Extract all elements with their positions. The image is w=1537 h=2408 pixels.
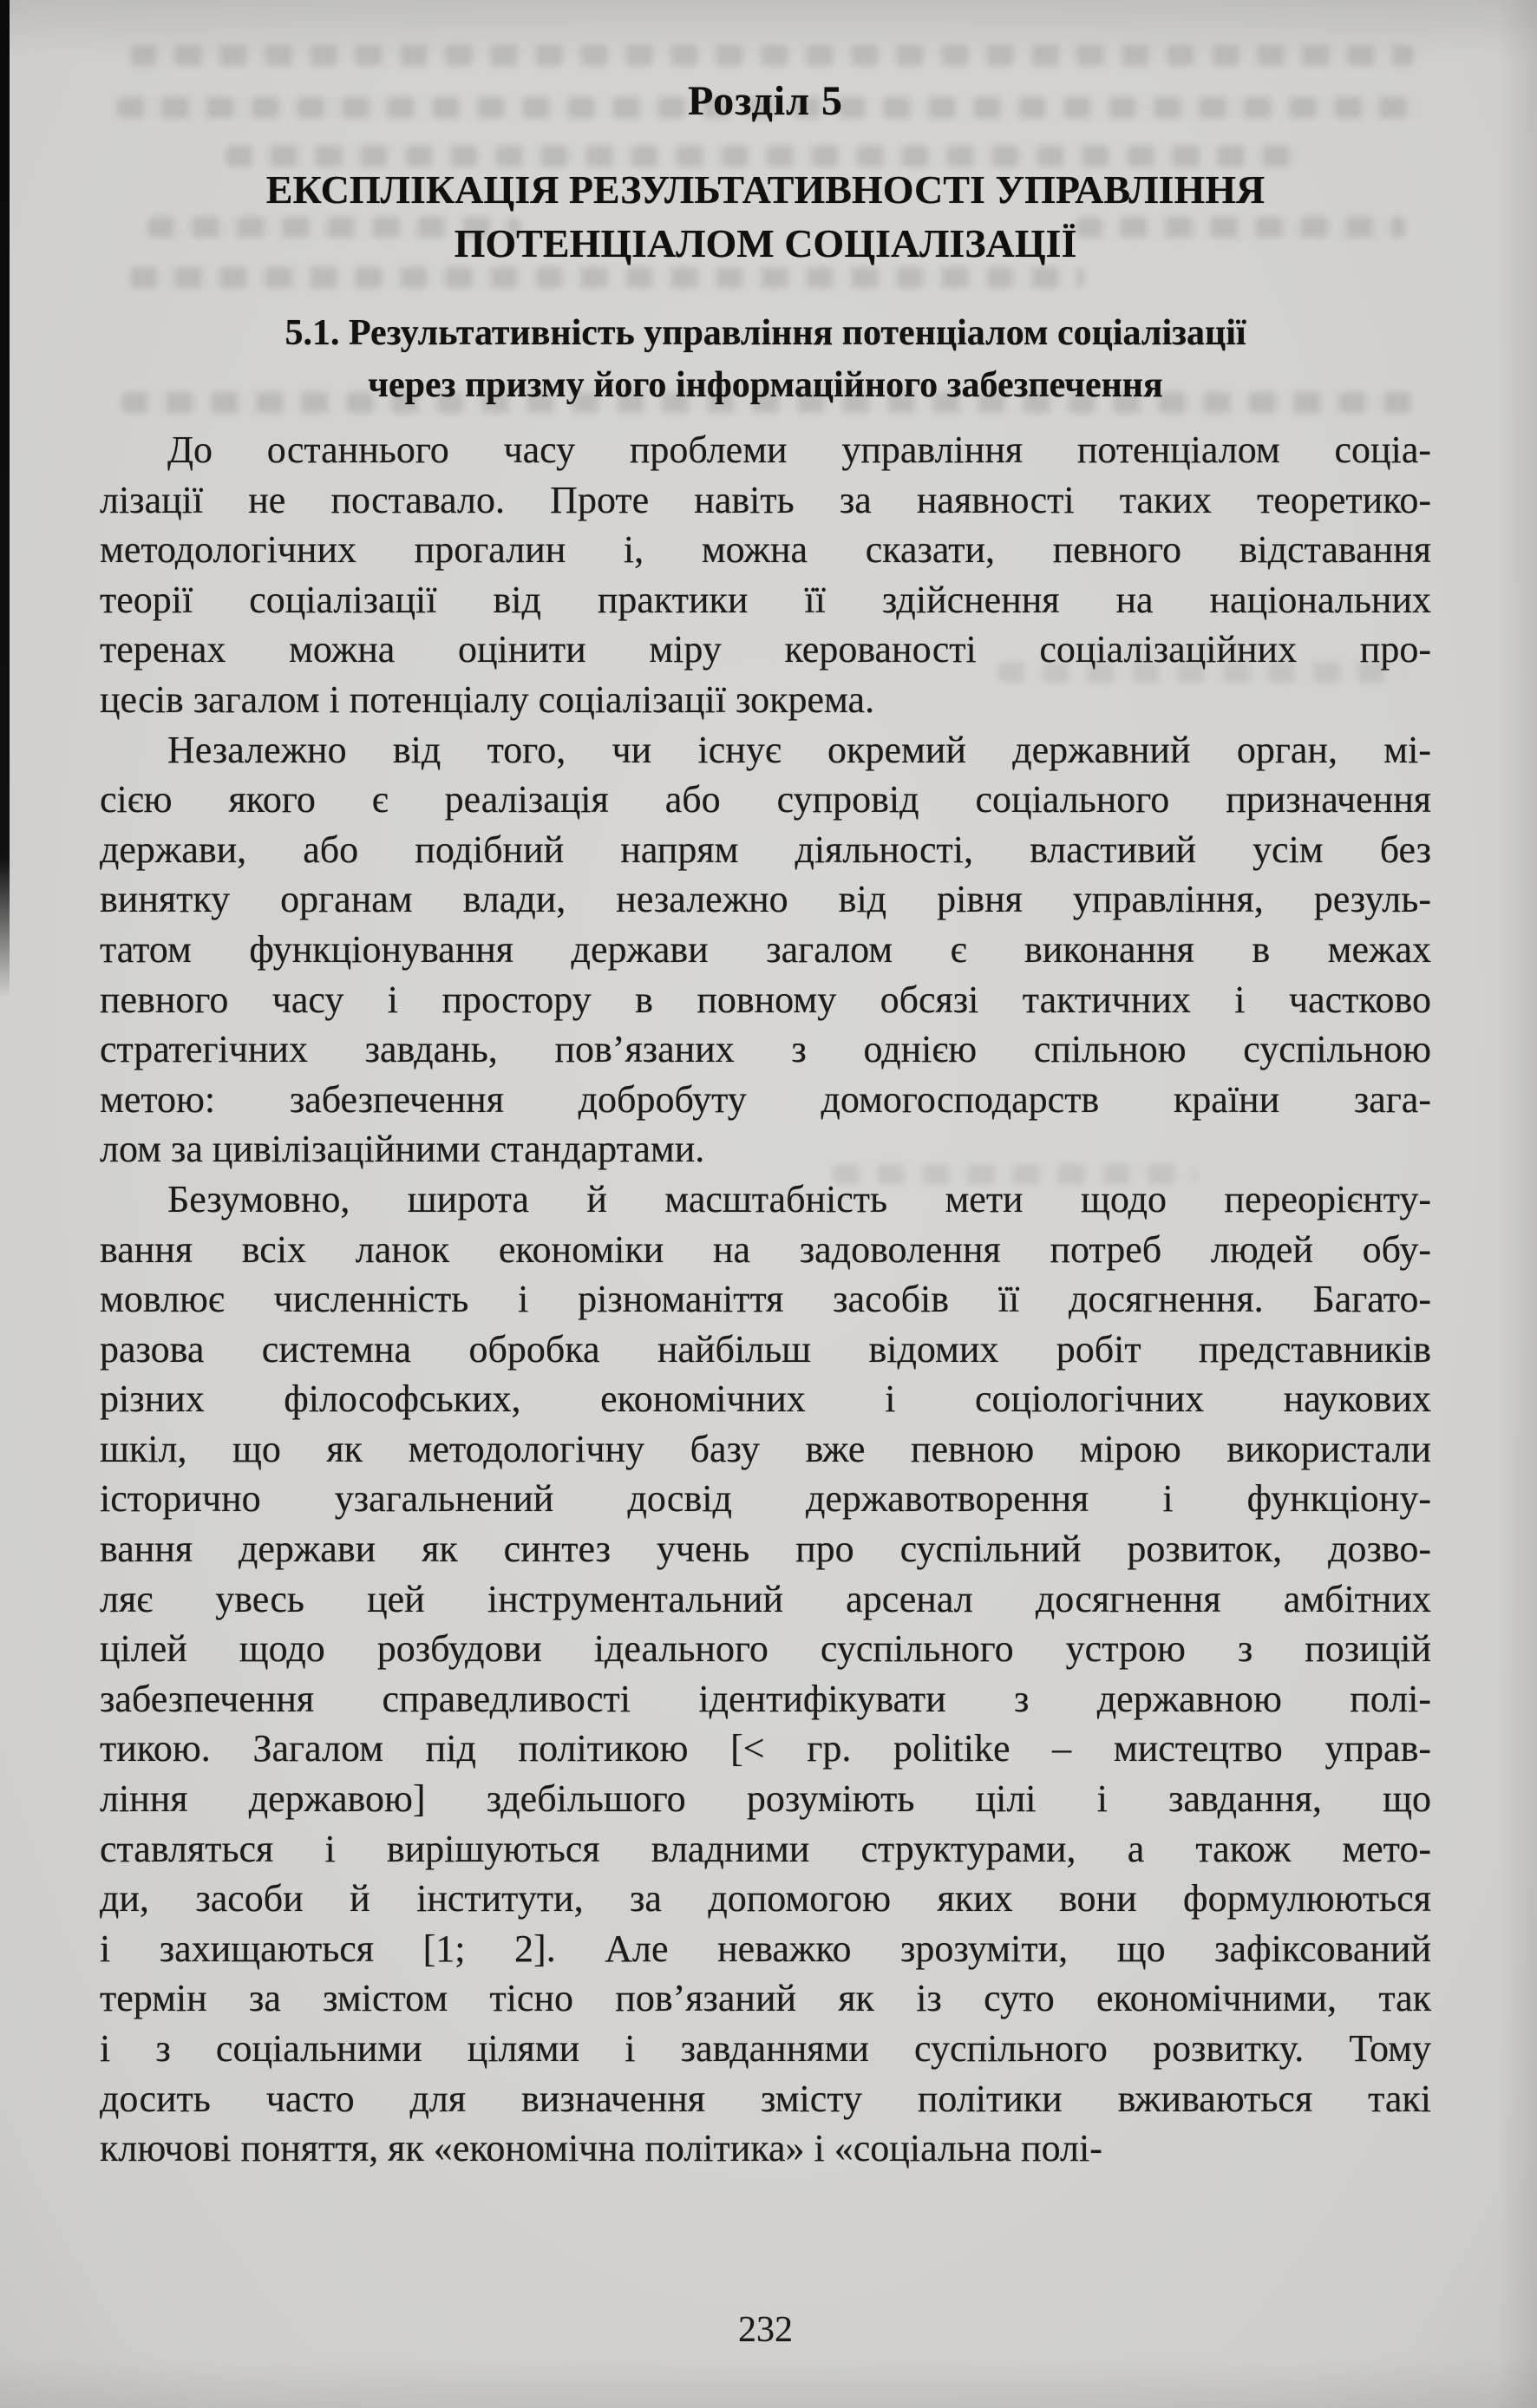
body-line: теренах можна оцінити міру керованості соціалізаційних про- — [100, 628, 1431, 671]
body-line: різних філософських, економічних і соціологічних наукових — [100, 1377, 1431, 1421]
body-line: сією якого є реалізація або супровід соціального призначення — [100, 778, 1431, 821]
body-line: цесів загалом і потенціалу соціалізації зокрема. — [100, 677, 875, 721]
body-line: досить часто для визначення змісту політики вживаються такі — [100, 2077, 1431, 2120]
chapter-title-line: ПОТЕНЦІАЛОМ СОЦІАЛІЗАЦІЇ — [454, 221, 1077, 265]
body-line: лом за цивілізаційними стандартами. — [100, 1128, 705, 1171]
body-line: тикою. Загалом під політикою [< гр. politike – мистецтво управ- — [100, 1727, 1431, 1770]
body-paragraph — [100, 425, 1431, 725]
body-line: держави, або подібний напрям діяльності, властивий усім без — [100, 828, 1431, 871]
body-line: ди, засоби й інститути, за допомогою яких вони формулюються — [100, 1877, 1431, 1921]
page-content — [100, 0, 1431, 2174]
body-line: забезпечення справедливості ідентифікувати з державною полі- — [100, 1677, 1431, 1720]
body-line: винятку органам влади, незалежно від рівня управління, резуль- — [100, 878, 1431, 921]
body-line: метою: забезпечення добробуту домогосподарств країни зага- — [100, 1077, 1431, 1121]
body-line: мовлює численність і різноманіття засобів її досягнення. Багато- — [100, 1278, 1431, 1321]
chapter-title — [100, 163, 1431, 271]
body-line: шкіл, що як методологічну базу вже певною мірою використали — [100, 1427, 1431, 1470]
scan-left-edge-artifact — [0, 0, 10, 998]
body-line: теорії соціалізації від практики її здійснення на національних — [100, 578, 1431, 621]
section-heading — [100, 307, 1431, 411]
body-paragraph — [100, 725, 1431, 1175]
body-text — [100, 425, 1431, 2174]
body-line: вання всіх ланок економіки на задоволення потреб людей обу- — [100, 1227, 1431, 1271]
body-line: До останнього часу проблеми управління потенціалом соціа- — [167, 429, 1431, 471]
body-line: ставляться і вирішуються владними структурами, а також мето- — [100, 1827, 1431, 1870]
page-number: 232 — [738, 2310, 793, 2350]
section-heading-line: 5.1. Результативність управління потенціалом соціалізації — [285, 313, 1246, 353]
body-line: і з соціальними цілями і завданнями суспільного розвитку. Тому — [100, 2027, 1431, 2070]
body-line: лізації не поставало. Проте навіть за наявності таких теоретико- — [100, 478, 1431, 521]
chapter-label: Розділ 5 — [687, 78, 844, 124]
body-line: Незалежно від того, чи існує окремий державний орган, мі- — [167, 728, 1431, 771]
body-line: і захищаються [1; 2]. Але неважко зрозуміти, що зафіксований — [100, 1927, 1431, 1970]
body-line: разова системна обробка найбільш відомих робіт представників — [100, 1327, 1431, 1371]
body-line: вання держави як синтез учень про суспільний розвиток, дозво- — [100, 1528, 1431, 1571]
body-line: цілей щодо розбудови ідеального суспільного устрою з позицій — [100, 1627, 1431, 1671]
body-paragraph — [100, 1175, 1431, 2174]
body-line: методологічних прогалин і, можна сказати, певного відставання — [100, 528, 1431, 572]
body-line: історично узагальнений досвід державотворення і функціону- — [100, 1477, 1431, 1521]
body-line: ління державою] здебільшого розуміють цілі і завдання, що — [100, 1777, 1431, 1821]
chapter-title-line: ЕКСПЛІКАЦІЯ РЕЗУЛЬТАТИВНОСТІ УПРАВЛІННЯ — [265, 167, 1266, 212]
body-line: ляє увесь цей інструментальний арсенал досягнення амбітних — [100, 1577, 1431, 1620]
body-line: термін за змістом тісно пов’язаний як із суто економічними, так — [100, 1977, 1431, 2020]
body-line: татом функціонування держави загалом є виконання в межах — [100, 927, 1431, 971]
section-heading-line: через призму його інформаційного забезпечення — [368, 365, 1163, 405]
body-line: ключові поняття, як «економічна політика» і «соціальна полі- — [100, 2127, 1102, 2170]
body-line: Безумовно, широта й масштабність мети щодо переорієнту- — [167, 1177, 1431, 1220]
body-line: певного часу і простору в повному обсязі тактичних і частково — [100, 978, 1431, 1021]
body-line: стратегічних завдань, пов’язаних з однією спільною суспільною — [100, 1028, 1431, 1071]
